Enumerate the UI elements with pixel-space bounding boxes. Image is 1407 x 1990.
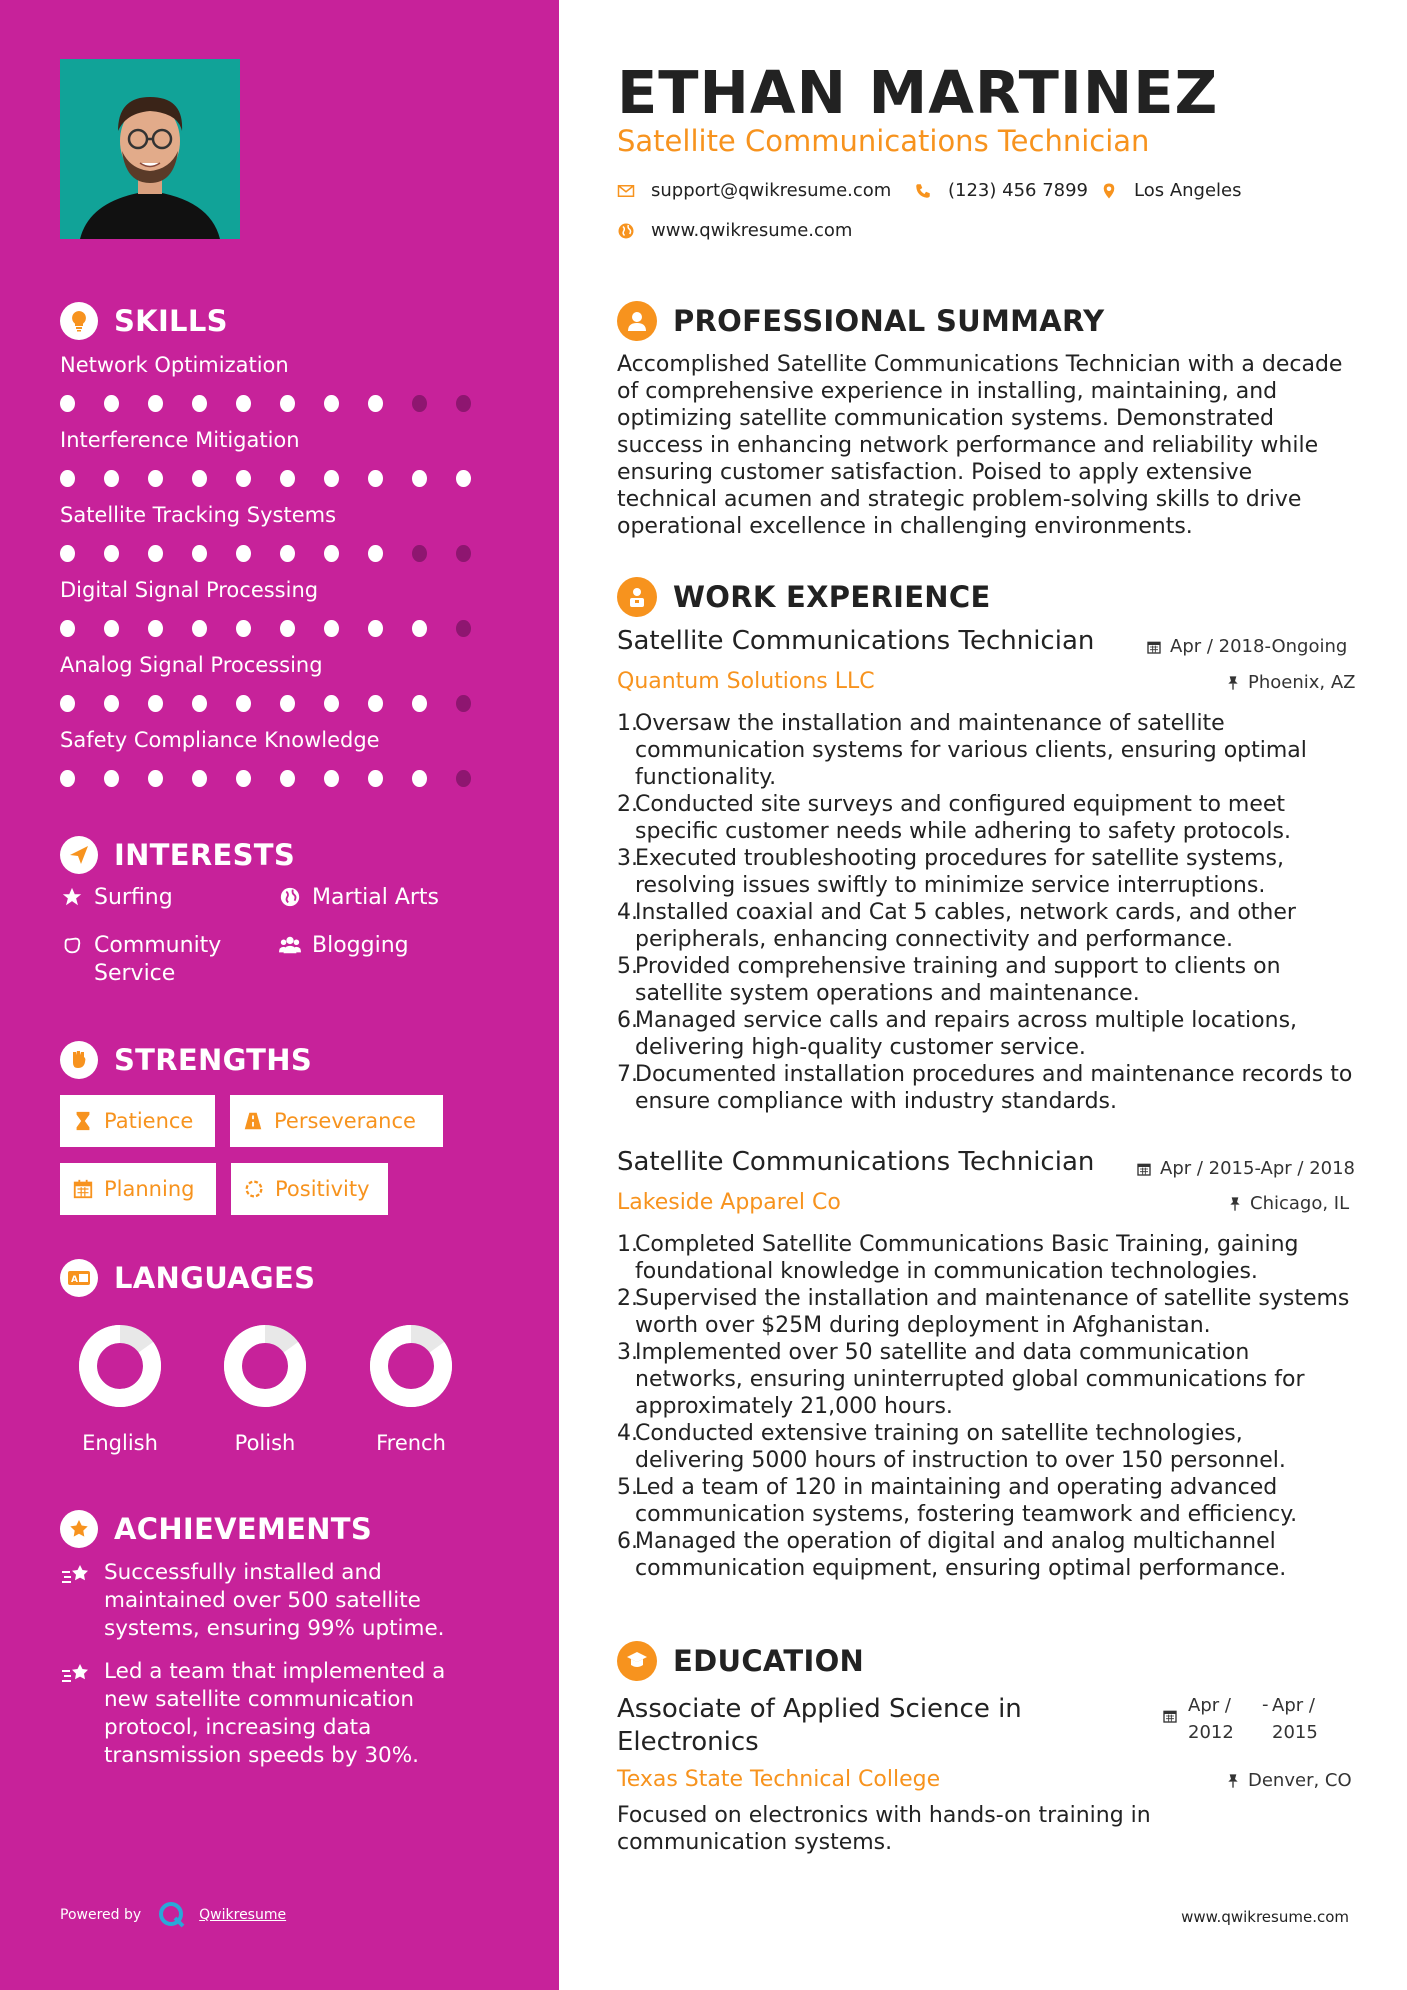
- language-ring: [368, 1323, 454, 1409]
- duty-text: Oversaw the installation and maintenance of satellite communication systems for various clients, ensuring optimal functionality.: [635, 711, 1307, 790]
- duty-item: [617, 710, 1357, 791]
- skill-rating: [60, 770, 500, 787]
- strength-badge: [60, 1163, 216, 1215]
- duty-text: Supervised the installation and maintenance of satellite systems worth over $25M during deployment in Afghanistan.: [635, 1286, 1350, 1338]
- duty-number: 2.: [617, 792, 638, 817]
- skill-dot: [412, 620, 427, 637]
- skill-rating: [60, 545, 500, 562]
- interest-label: Surfing: [94, 885, 173, 910]
- strengths-heading: [60, 1041, 312, 1079]
- skill-dot: [412, 395, 427, 412]
- paper-plane-icon: [60, 836, 98, 874]
- sidebar: [0, 0, 559, 1990]
- duty-text: Managed the operation of digital and analog multichannel communication equipment, ensuring optimal performance.: [635, 1529, 1287, 1581]
- graduate-icon: [617, 1641, 657, 1681]
- achievement-text: Led a team that implemented a new satellite communication protocol, increasing data transmission speeds by 30%.: [104, 1659, 446, 1768]
- skill-rating: [60, 620, 500, 637]
- education-start-date: Apr / 2012: [1188, 1695, 1234, 1743]
- skill-dot: [280, 620, 295, 637]
- skill-dot: [60, 395, 75, 412]
- map-marker-icon: [1100, 182, 1118, 200]
- duty-item: [617, 953, 1357, 1007]
- duty-item: [617, 1339, 1357, 1420]
- job-title: Satellite Communications Technician: [617, 626, 1095, 656]
- skills-title: SKILLS: [114, 304, 228, 338]
- skill-dot: [236, 770, 251, 787]
- skill-dot: [368, 545, 383, 562]
- skill-dot: [148, 695, 163, 712]
- skill-dot: [60, 770, 75, 787]
- skill-name: Satellite Tracking Systems: [60, 503, 337, 527]
- job-date-text: Apr / 2015-Apr / 2018: [1160, 1158, 1356, 1179]
- achievement-item: [60, 1658, 480, 1770]
- skill-dot: [280, 470, 295, 487]
- qwikresume-link[interactable]: Qwikresume: [199, 1907, 287, 1923]
- hourglass-icon: [72, 1110, 94, 1132]
- skill-dot: [104, 545, 119, 562]
- achievements-heading: [60, 1510, 372, 1548]
- skill-dot: [192, 395, 207, 412]
- skill-dot: [280, 770, 295, 787]
- summary-heading: [617, 301, 1104, 341]
- language-item: [60, 1323, 180, 1455]
- achievement-text: Successfully installed and maintained over 500 satellite systems, ensuring 99% uptime.: [104, 1560, 445, 1641]
- phone-icon: [914, 182, 932, 200]
- job-location-text: Phoenix, AZ: [1248, 672, 1356, 693]
- skill-item: [60, 350, 500, 412]
- experience-heading: [617, 577, 991, 617]
- language-name: French: [376, 1431, 446, 1455]
- skill-dot: [412, 545, 427, 562]
- company-name: Lakeside Apparel Co: [617, 1190, 841, 1215]
- summary-text: Accomplished Satellite Communications Technician with a decade of comprehensive experience in installing, maintaining, and optimizing satellite communication systems. Demonstrated success in enhancing network performance and reliability while ensuring customer satisfaction. Poised to apply extensive technical acumen and strategic problem-solving skills to drive operational excellence in challenging environments.: [617, 352, 1343, 539]
- skill-dot: [456, 545, 471, 562]
- pushpin-icon: [1226, 1773, 1240, 1789]
- qwikresume-logo-icon: [157, 1900, 187, 1930]
- language-name: English: [82, 1431, 158, 1455]
- strength-badge: [230, 1095, 443, 1147]
- skill-dot: [324, 695, 339, 712]
- skill-dot: [324, 545, 339, 562]
- duty-number: 5.: [617, 1475, 638, 1500]
- skill-dot: [456, 620, 471, 637]
- interests-heading: [60, 836, 295, 874]
- globe-icon: [278, 884, 302, 912]
- skill-dot: [192, 545, 207, 562]
- skill-dot: [412, 470, 427, 487]
- briefcase-user-icon: [617, 577, 657, 617]
- skill-dot: [368, 620, 383, 637]
- envelope-icon: [617, 182, 635, 200]
- strength-label: Perseverance: [274, 1109, 416, 1133]
- skill-dot: [456, 770, 471, 787]
- skill-dot: [104, 470, 119, 487]
- duty-text: Conducted extensive training on satellite technologies, delivering 5000 hours of instruction to over 150 personnel.: [635, 1421, 1286, 1473]
- skill-dot: [192, 695, 207, 712]
- globe-icon: [617, 222, 635, 240]
- lightbulb-icon: [60, 302, 98, 340]
- job-location: [1228, 1193, 1349, 1214]
- duty-number: 4.: [617, 1421, 638, 1446]
- calendar-icon: [1162, 1708, 1178, 1728]
- skill-dot: [104, 695, 119, 712]
- skill-dot: [104, 770, 119, 787]
- job-location-text: Chicago, IL: [1250, 1193, 1350, 1214]
- pushpin-icon: [1228, 1196, 1242, 1212]
- interest-item: [60, 884, 173, 912]
- language-icon: [60, 1259, 98, 1297]
- summary-title: PROFESSIONAL SUMMARY: [673, 304, 1105, 338]
- duty-text: Provided comprehensive training and support to clients on satellite system operations and maintenance.: [635, 954, 1281, 1006]
- company-name: Quantum Solutions LLC: [617, 669, 875, 694]
- duty-item: [617, 1285, 1357, 1339]
- fist-icon: [60, 1041, 98, 1079]
- skill-item: [60, 725, 500, 787]
- education-location-text: Denver, CO: [1248, 1770, 1352, 1791]
- skill-dot: [60, 545, 75, 562]
- skill-dot: [412, 695, 427, 712]
- strength-badge: [231, 1163, 388, 1215]
- education-end-date: Apr / 2015: [1272, 1695, 1318, 1743]
- strengths-title: STRENGTHS: [114, 1043, 313, 1077]
- duty-number: 4.: [617, 900, 638, 925]
- duty-number: 3.: [617, 1340, 638, 1365]
- email-text: support@qwikresume.com: [651, 180, 892, 201]
- duty-item: [617, 1420, 1357, 1474]
- duty-number: 7.: [617, 1062, 638, 1087]
- skill-dot: [236, 545, 251, 562]
- duty-item: [617, 899, 1357, 953]
- duty-number: 1.: [617, 1232, 638, 1257]
- skill-dot: [368, 395, 383, 412]
- experience-title: WORK EXPERIENCE: [673, 580, 991, 614]
- language-item: [351, 1323, 471, 1455]
- education-location: [1226, 1770, 1352, 1791]
- skill-rating: [60, 395, 500, 412]
- duty-text: Executed troubleshooting procedures for satellite systems, resolving issues swiftly to minimize service interruptions.: [635, 846, 1285, 898]
- svg-text:A: A: [71, 1275, 78, 1285]
- education-title: EDUCATION: [673, 1644, 865, 1678]
- user-icon: [617, 301, 657, 341]
- skill-dot: [60, 470, 75, 487]
- duty-number: 6.: [617, 1008, 638, 1033]
- skill-dot: [456, 395, 471, 412]
- powered-by-label: Powered by: [60, 1907, 142, 1923]
- strength-badge: [60, 1095, 215, 1147]
- duty-item: [617, 1528, 1357, 1582]
- skill-rating: [60, 695, 500, 712]
- calendar-icon: [1136, 1161, 1152, 1177]
- skill-dot: [236, 395, 251, 412]
- skill-dot: [324, 395, 339, 412]
- duty-text: Led a team of 120 in maintaining and operating advanced communication systems, fostering teamwork and efficiency.: [635, 1475, 1298, 1527]
- skill-dot: [236, 695, 251, 712]
- skills-heading: [60, 302, 228, 340]
- skill-dot: [368, 770, 383, 787]
- circle-notch-icon: [243, 1178, 265, 1200]
- language-name: Polish: [234, 1431, 296, 1455]
- footer-website[interactable]: www.qwikresume.com: [1181, 1908, 1349, 1926]
- skill-dot: [280, 695, 295, 712]
- skill-dot: [192, 470, 207, 487]
- duty-text: Implemented over 50 satellite and data communication networks, ensuring uninterrupted global communications for approximately 21,000 hours.: [635, 1340, 1305, 1419]
- skill-dot: [60, 695, 75, 712]
- hand-icon: [60, 932, 84, 988]
- duty-text: Managed service calls and repairs across multiple locations, delivering high-quality customer service.: [635, 1008, 1298, 1060]
- skill-dot: [324, 620, 339, 637]
- education-description: Focused on electronics with hands-on training in communication systems.: [617, 1803, 1151, 1855]
- skill-item: [60, 425, 500, 487]
- skill-item: [60, 575, 500, 637]
- languages-heading: [60, 1259, 315, 1297]
- calendar-icon: [1146, 639, 1162, 655]
- calendar-icon: [72, 1178, 94, 1200]
- website-text: www.qwikresume.com: [651, 220, 853, 241]
- skill-dot: [148, 470, 163, 487]
- job-date-text: Apr / 2018-Ongoing: [1170, 636, 1348, 657]
- skill-name: Network Optimization: [60, 353, 289, 377]
- interest-label: Blogging: [312, 933, 409, 958]
- profile-photo: [60, 59, 240, 239]
- skill-rating: [60, 470, 500, 487]
- contact-phone[interactable]: [914, 180, 1088, 201]
- job-date: [1136, 1158, 1355, 1179]
- skill-dot: [280, 545, 295, 562]
- skill-dot: [456, 695, 471, 712]
- contact-email[interactable]: [617, 180, 891, 201]
- phone-text: (123) 456 7899: [948, 180, 1089, 201]
- duty-text: Documented installation procedures and maintenance records to ensure compliance with industry standards.: [635, 1062, 1353, 1114]
- education-date-separator: -: [1262, 1694, 1269, 1715]
- job-location: [1226, 672, 1356, 693]
- skill-dot: [60, 620, 75, 637]
- duty-number: 2.: [617, 1286, 638, 1311]
- skill-dot: [324, 770, 339, 787]
- skill-dot: [236, 620, 251, 637]
- duty-text: Completed Satellite Communications Basic Training, gaining foundational knowledge in communication technologies.: [635, 1232, 1299, 1284]
- duty-text: Installed coaxial and Cat 5 cables, network cards, and other peripherals, enhancing connectivity and performance.: [635, 900, 1296, 952]
- trophy-star-icon: [60, 1510, 98, 1548]
- interest-item: [278, 932, 409, 960]
- school-name: Texas State Technical College: [617, 1767, 941, 1792]
- pushpin-icon: [1226, 675, 1240, 691]
- interest-label: Martial Arts: [312, 885, 440, 910]
- shooting-star-icon: [60, 1559, 92, 1643]
- job-title: Satellite Communications Technician: [617, 1147, 1095, 1177]
- job-duties-list: [617, 710, 1357, 1115]
- language-ring: [222, 1323, 308, 1409]
- location-text: Los Angeles: [1134, 180, 1242, 201]
- skill-name: Analog Signal Processing: [60, 653, 323, 677]
- star-icon: [60, 884, 84, 912]
- skill-dot: [148, 770, 163, 787]
- duty-number: 1.: [617, 711, 638, 736]
- skill-dot: [368, 470, 383, 487]
- skill-dot: [148, 395, 163, 412]
- duty-text: Conducted site surveys and configured equipment to meet specific customer needs while adhering to safety protocols.: [635, 792, 1291, 844]
- interests-title: INTERESTS: [114, 838, 296, 872]
- strength-label: Patience: [104, 1109, 194, 1133]
- skill-dot: [192, 620, 207, 637]
- skill-dot: [104, 620, 119, 637]
- skill-dot: [104, 395, 119, 412]
- duty-number: 3.: [617, 846, 638, 871]
- candidate-title: Satellite Communications Technician: [617, 124, 1150, 158]
- contact-website[interactable]: [617, 220, 852, 241]
- duty-item: [617, 1061, 1357, 1115]
- skill-dot: [148, 545, 163, 562]
- skill-dot: [368, 695, 383, 712]
- achievements-title: ACHIEVEMENTS: [114, 1512, 373, 1546]
- achievement-item: [60, 1559, 480, 1643]
- skill-dot: [236, 470, 251, 487]
- languages-title: LANGUAGES: [114, 1261, 316, 1295]
- skill-dot: [324, 470, 339, 487]
- skill-item: [60, 500, 500, 562]
- powered-by: [60, 1900, 286, 1930]
- duty-number: 5.: [617, 954, 638, 979]
- language-ring: [77, 1323, 163, 1409]
- strength-label: Planning: [104, 1177, 195, 1201]
- duty-item: [617, 1007, 1357, 1061]
- skill-dot: [192, 770, 207, 787]
- duty-item: [617, 1231, 1357, 1285]
- language-item: [205, 1323, 325, 1455]
- contact-location: [1100, 180, 1242, 201]
- skill-name: Interference Mitigation: [60, 428, 300, 452]
- duty-item: [617, 791, 1357, 845]
- job-duties-list: [617, 1231, 1357, 1582]
- interest-item: [278, 884, 439, 912]
- skill-dot: [412, 770, 427, 787]
- skill-dot: [456, 470, 471, 487]
- duty-item: [617, 1474, 1357, 1528]
- skill-name: Digital Signal Processing: [60, 578, 319, 602]
- candidate-name: ETHAN MARTINEZ: [617, 58, 1219, 127]
- duty-item: [617, 845, 1357, 899]
- job-date: [1146, 636, 1347, 657]
- road-icon: [242, 1110, 264, 1132]
- skill-dot: [280, 395, 295, 412]
- users-icon: [278, 932, 302, 960]
- duty-number: 6.: [617, 1529, 638, 1554]
- skill-item: [60, 650, 500, 712]
- strength-label: Positivity: [275, 1177, 370, 1201]
- skill-name: Safety Compliance Knowledge: [60, 728, 380, 752]
- degree-title: Associate of Applied Science in Electronics: [617, 1694, 1022, 1757]
- shooting-star-icon: [60, 1658, 92, 1770]
- interest-label: Community Service: [94, 933, 222, 986]
- education-heading: [617, 1641, 864, 1681]
- interest-item: [60, 932, 280, 988]
- skill-dot: [148, 620, 163, 637]
